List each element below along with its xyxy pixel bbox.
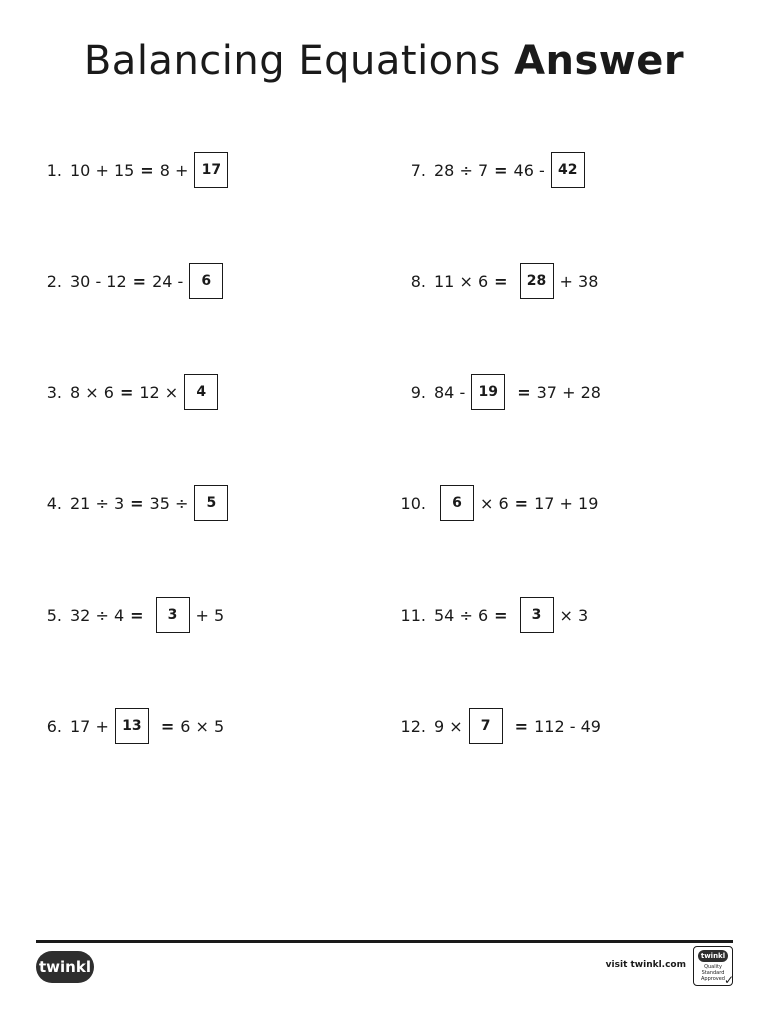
problem-11: 11. 54 ÷ 6 = 3 × 3 — [400, 596, 588, 634]
answer-box: 19 — [471, 374, 505, 410]
problem-12: 12. 9 × 7 = 112 - 49 — [400, 707, 601, 745]
answer-box: 7 — [469, 708, 503, 744]
problem-10: 10. 6 × 6 = 17 + 19 — [400, 484, 598, 522]
answer-box: 13 — [115, 708, 149, 744]
visit-link[interactable]: visit twinkl.com — [605, 960, 686, 970]
answer-box: 3 — [156, 597, 190, 633]
page-title: Balancing Equations Answer — [83, 38, 685, 84]
answer-box: 6 — [440, 485, 474, 521]
badge-logo: twinkl — [698, 950, 728, 962]
answer-box: 4 — [184, 374, 218, 410]
problem-6: 6. 17 + 13 = 6 × 5 — [36, 707, 224, 745]
problem-5: 5. 32 ÷ 4 = 3 + 5 — [36, 596, 224, 634]
problem-9: 9. 84 - 19 = 37 + 28 — [400, 373, 601, 411]
answer-box: 17 — [194, 152, 228, 188]
answer-box: 3 — [520, 597, 554, 633]
problem-2: 2. 30 - 12 = 24 - 6 — [36, 262, 229, 300]
answer-box: 28 — [520, 263, 554, 299]
problem-3: 3. 8 × 6 = 12 × 4 — [36, 373, 224, 411]
problem-7: 7. 28 ÷ 7 = 46 - 42 — [400, 151, 591, 189]
problem-1: 1. 10 + 15 = 8 + 17 — [36, 151, 234, 189]
badge-text: Quality Standard Approved — [701, 964, 725, 982]
answer-box: 5 — [194, 485, 228, 521]
checkmark-icon: ✓ — [723, 973, 734, 987]
answer-box: 42 — [551, 152, 585, 188]
quality-badge — [693, 946, 733, 986]
problem-4: 4. 21 ÷ 3 = 35 ÷ 5 — [36, 484, 234, 522]
problem-8: 8. 11 × 6 = 28 + 38 — [400, 262, 598, 300]
twinkl-logo[interactable]: twinkl — [36, 951, 94, 983]
answer-box: 6 — [189, 263, 223, 299]
footer-divider — [36, 940, 733, 943]
